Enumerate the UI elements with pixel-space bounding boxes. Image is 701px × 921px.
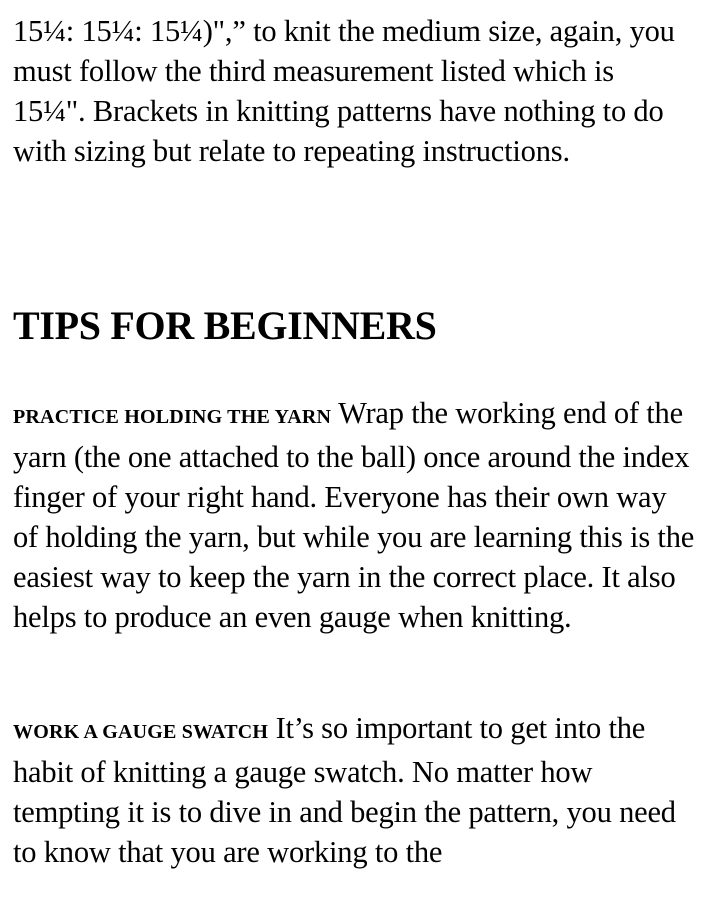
tip-body-text: It’s so important to get into the habit of knitting a gauge swatch. No matter how tempting it is to dive in and begin the pattern, you need to know that you are working to the [13,711,676,869]
section-heading: TIPS FOR BEGINNERS [13,303,437,348]
tip-practice-holding-yarn [13,393,697,637]
tip-body-text: Wrap the working end of the yarn (the one attached to the ball) once around the index finger of your right hand. Everyone has their own way of holding the yarn, but while you are learning this is the easiest way to keep the yarn in the correct place. It also helps to produce an even gauge when knitting. [13,396,695,634]
tip-lead-heading: PRACTICE HOLDING THE YARN [13,406,332,428]
intro-paragraph: 15¼: 15¼: 15¼)",” to knit the medium size, again, you must follow the third measurement listed which is 15¼". Brackets in knitting patterns have nothing to do with sizing but relate to repeating instructions. [13,14,675,168]
tip-work-gauge-swatch [13,708,697,872]
tip-lead-heading: WORK A GAUGE SWATCH [13,721,269,743]
